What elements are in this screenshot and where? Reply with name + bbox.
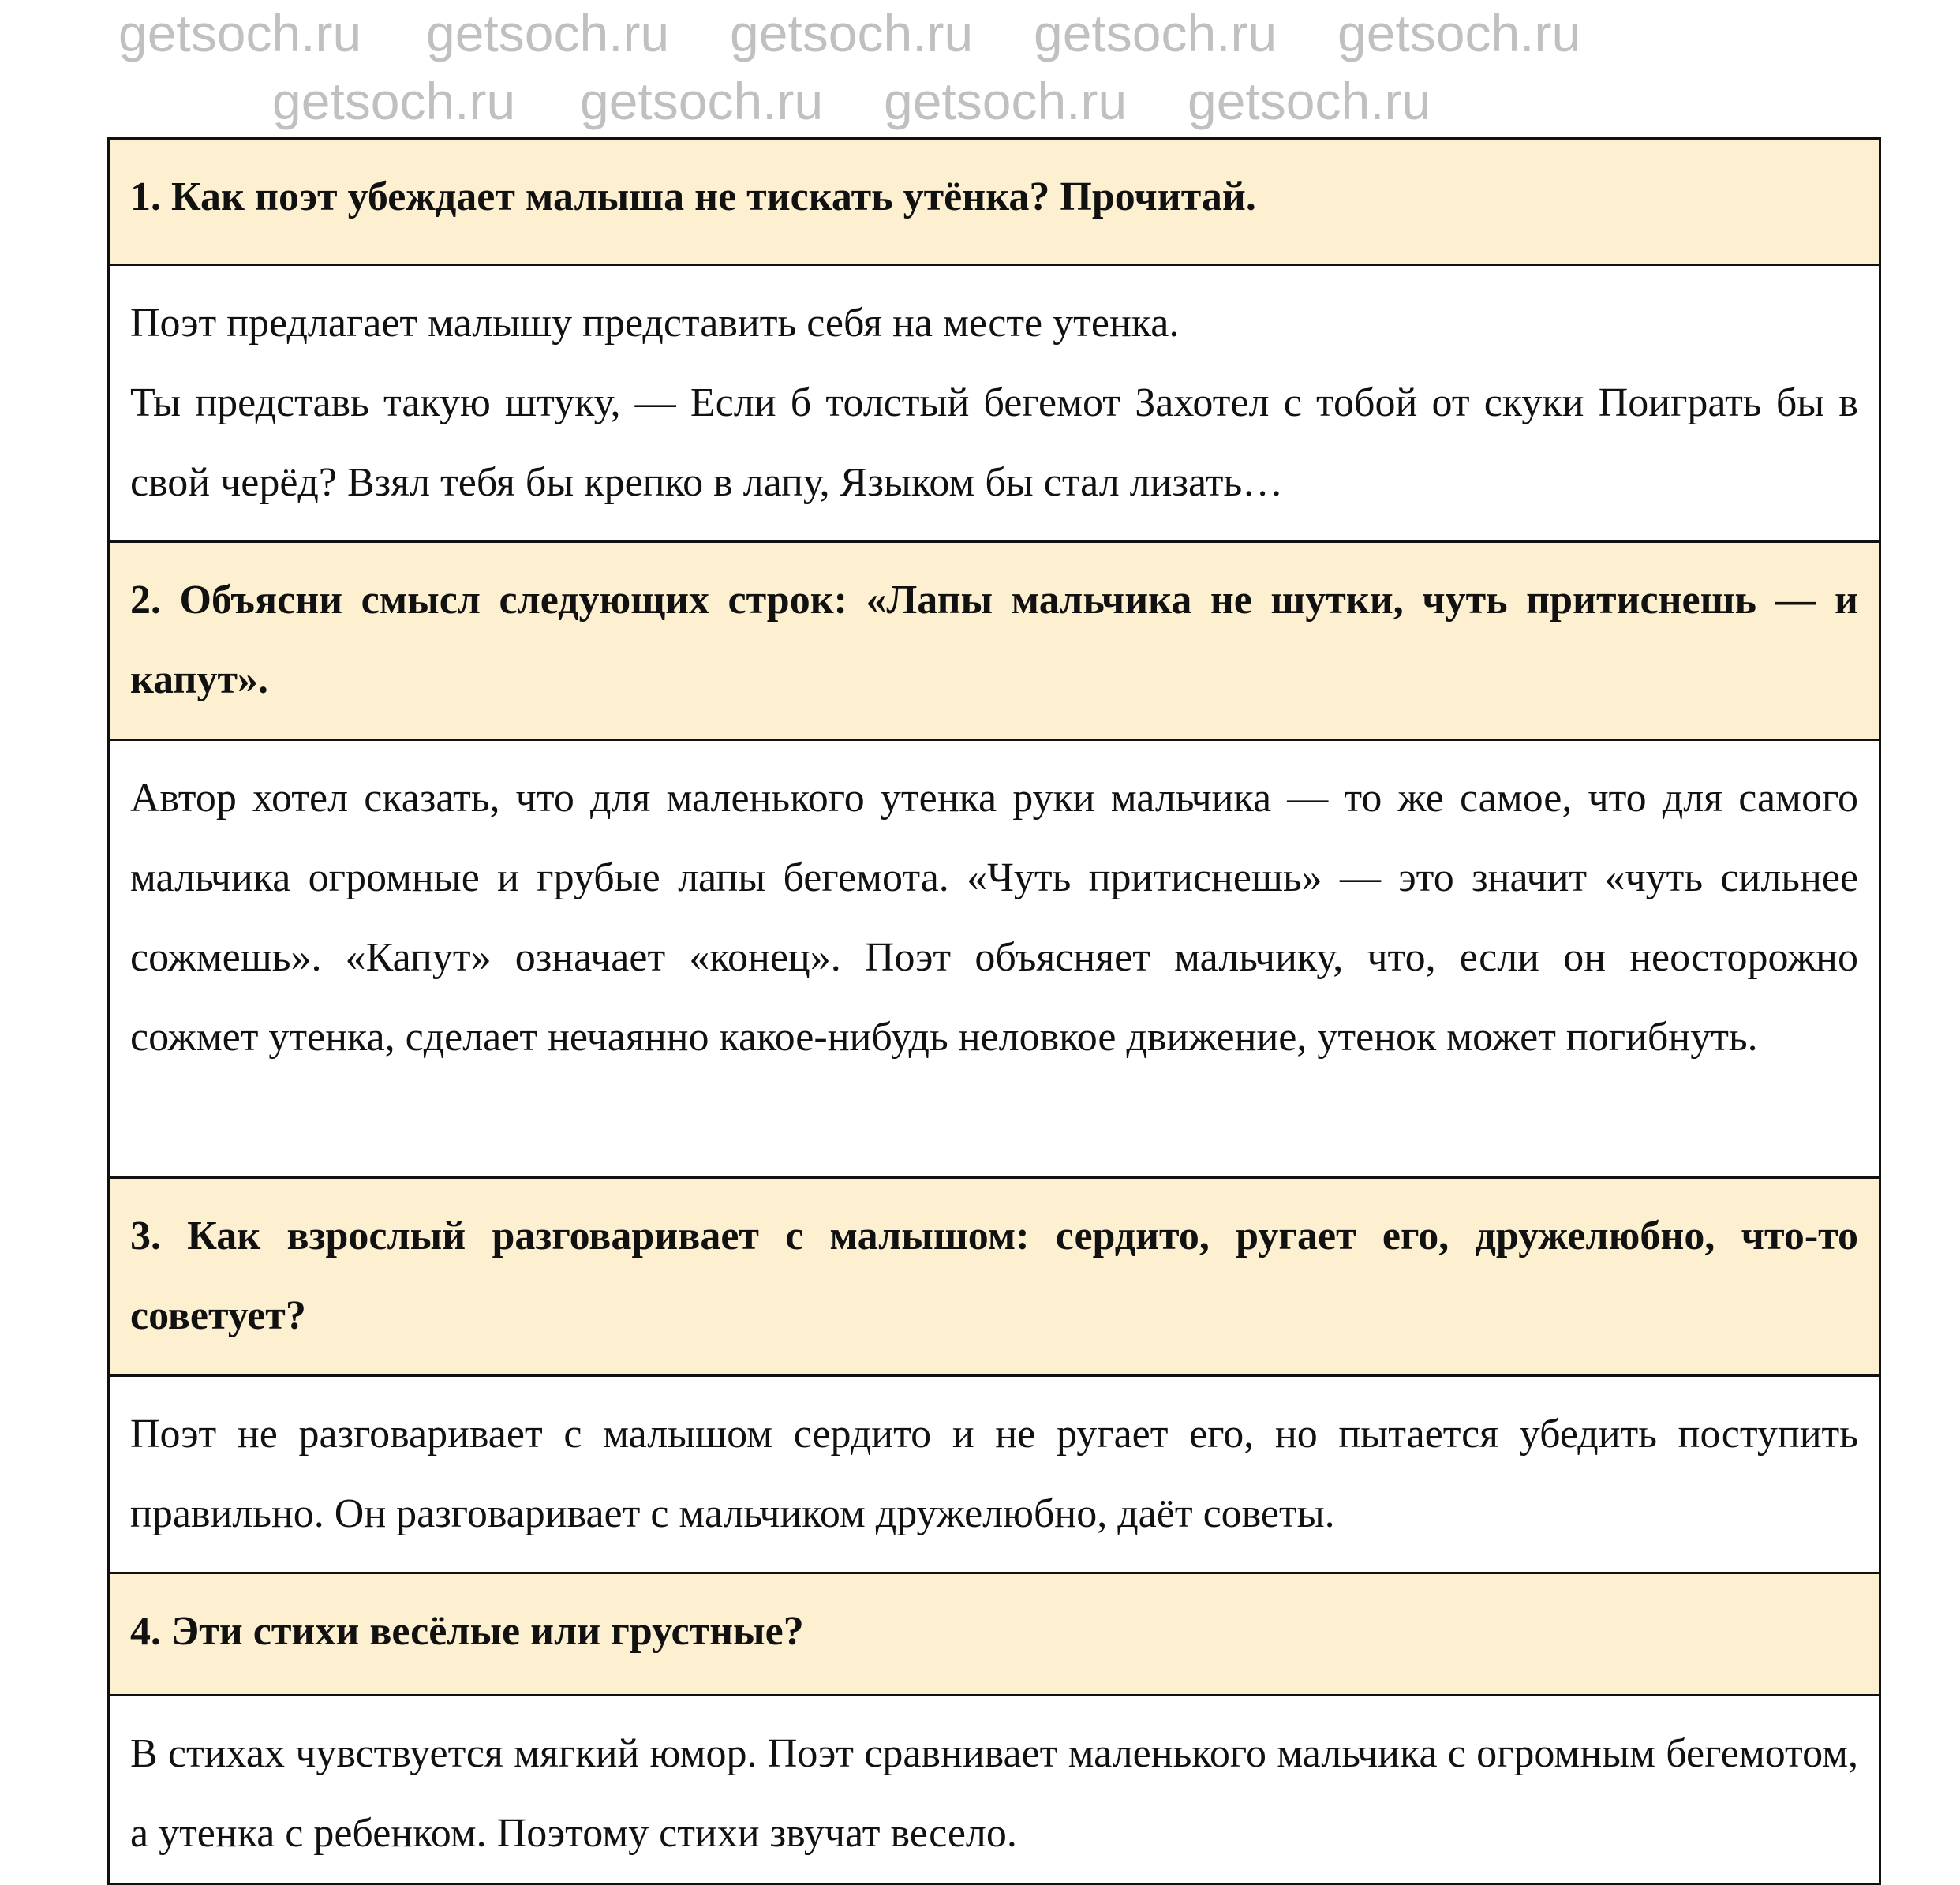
question-2: 2. Объясни смысл следующих строк: «Лапы мальчика не шутки, чуть притиснешь — и капут». (110, 543, 1879, 741)
watermark: getsoch.ru (118, 4, 362, 62)
answer-4 (110, 1696, 1879, 1883)
qa-table (107, 137, 1881, 1885)
watermark: getsoch.ru (580, 72, 824, 130)
question-1: 1. Как поэт убеждает малыша не тискать утёнка? Прочитай. (110, 140, 1879, 266)
watermark: getsoch.ru (272, 72, 516, 130)
answer-3 (110, 1377, 1879, 1574)
answer-3-text: Поэт не разговаривает с малышом сердито и не ругает его, но пытается убедить поступить правильно. Он разговаривает с мальчиком дружелюбно, даёт советы. (130, 1412, 1858, 1536)
answer-4-text: В стихах чувствуется мягкий юмор. Поэт сравнивает маленького мальчика с огромным бегемотом, а утенка с ребенком. Поэтому стихи звучат весело. (130, 1731, 1858, 1856)
watermark: getsoch.ru (1034, 4, 1277, 62)
question-3: 3. Как взрослый разговаривает с малышом: сердито, ругает его, дружелюбно, что-то советует? (110, 1179, 1879, 1377)
watermark-band (0, 0, 1960, 134)
answer-2 (110, 741, 1879, 1179)
question-4: 4. Эти стихи весёлые или грустные? (110, 1574, 1879, 1696)
watermark: getsoch.ru (1188, 72, 1431, 130)
answer-1 (110, 266, 1879, 543)
answer-1-text: Поэт предлагает малышу представить себя на месте утенка. (130, 301, 1180, 346)
watermark: getsoch.ru (884, 72, 1128, 130)
answer-1-quote: Ты представь такую штуку, — Если б толстый бегемот Захотел с тобой от скуки Поиграть бы в свой черёд? Взял тебя бы крепко в лапу, Языком бы стал лизать… (130, 380, 1858, 505)
watermark: getsoch.ru (1337, 4, 1581, 62)
answer-2-text: Автор хотел сказать, что для маленького утенка руки мальчика — то же самое, что для самого мальчика огромные и грубые лапы бегемота. «Чуть притиснешь» — это значит «чуть сильнее сожмешь». «Капут» означает «конец». Поэт объясняет мальчику, что, если он неосторожно сожмет утенка, сделает нечаянно какое-нибудь неловкое движение, утенок может погибнуть. (130, 776, 1858, 1060)
watermark: getsoch.ru (426, 4, 670, 62)
watermark: getsoch.ru (730, 4, 974, 62)
